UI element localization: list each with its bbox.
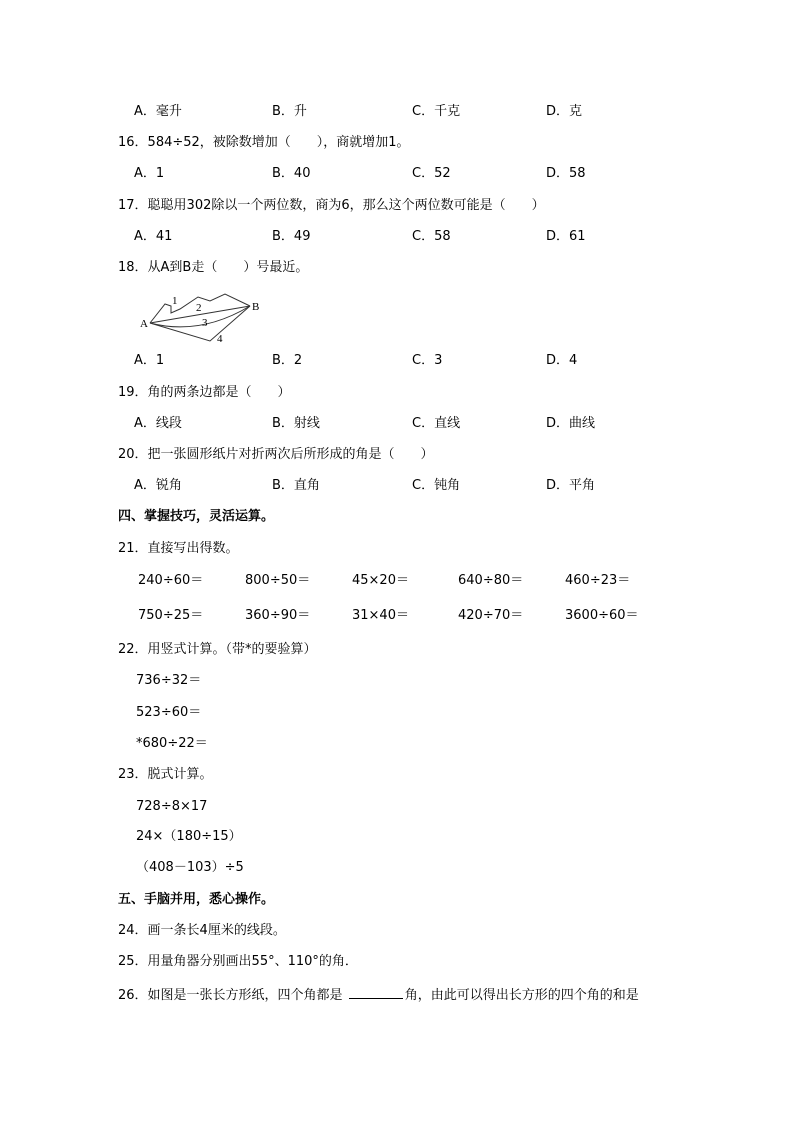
q19-option-b: B．射线 [272,416,320,431]
q19-option-c: C．直线 [412,416,461,431]
q23-item: 728÷8×17 [136,799,208,814]
q18-option-d: D．4 [546,353,578,368]
calc: 31×40＝ [352,608,409,623]
calc: 800÷50＝ [245,573,311,588]
q18-option-c: C．3 [412,353,443,368]
q24-text: 24．画一条长4厘米的线段。 [118,923,286,938]
q26-before: 26．如图是一张长方形纸，四个角都是 [118,988,343,1003]
q16-text: 16．584÷52，被除数增加（ ），商就增加1。 [118,135,410,150]
q17-option-d: D．61 [546,229,586,244]
q20-option-c: C．钝角 [412,478,461,493]
section-4-heading: 四、掌握技巧，灵活运算。 [118,509,275,524]
q16-option-b: B．40 [272,166,311,181]
label-b: B [252,301,260,313]
label-4: 4 [217,333,223,345]
q18-text: 18．从A到B走（ ）号最近。 [118,260,309,275]
q18-option-a: A．1 [134,353,165,368]
q22-item: 736÷32＝ [136,673,202,688]
q22-item: 523÷60＝ [136,705,202,720]
q15-option-a: A．毫升 [134,104,182,119]
calc: 640÷80＝ [458,573,524,588]
section-5-heading: 五、手脑并用，悉心操作。 [118,892,275,907]
q23-text: 23．脱式计算。 [118,767,213,782]
label-1: 1 [172,295,178,307]
paths-figure [130,280,270,350]
calc: 750÷25＝ [138,608,204,623]
q19-option-d: D．曲线 [546,416,596,431]
q17-option-b: B．49 [272,229,311,244]
q20-option-a: A．锐角 [134,478,182,493]
q20-text: 20．把一张圆形纸片对折两次后所形成的角是（ ） [118,447,434,462]
q23-item: 24×（180÷15） [136,829,242,844]
q17-option-a: A．41 [134,229,173,244]
q17-option-c: C．58 [412,229,451,244]
answer-blank[interactable] [349,986,403,999]
q19-option-a: A．线段 [134,416,182,431]
q21-text: 21．直接写出得数。 [118,541,239,556]
q19-text: 19．角的两条边都是（ ） [118,385,291,400]
q15-option-b: B．升 [272,104,307,119]
q15-option-c: C．千克 [412,104,461,119]
calc: 45×20＝ [352,573,409,588]
calc: 360÷90＝ [245,608,311,623]
calc: 420÷70＝ [458,608,524,623]
calc: 460÷23＝ [565,573,631,588]
q23-item: （408－103）÷5 [136,860,244,875]
q20-option-d: D．平角 [546,478,596,493]
q26-text [118,986,639,1004]
q18-option-b: B．2 [272,353,303,368]
q16-option-c: C．52 [412,166,451,181]
label-3: 3 [202,317,208,329]
label-a: A [140,318,148,330]
q22-text: 22．用竖式计算。（带*的要验算） [118,642,317,657]
q17-text: 17．聪聪用302除以一个两位数，商为6，那么这个两位数可能是（ ） [118,198,545,213]
label-2: 2 [196,302,202,314]
q20-option-b: B．直角 [272,478,320,493]
q25-text: 25．用量角器分别画出55°、110°的角． [118,954,358,969]
q26-after: 角，由此可以得出长方形的四个角的和是 [404,988,639,1003]
q22-item: *680÷22＝ [136,736,208,751]
q15-option-d: D．克 [546,104,583,119]
q16-option-a: A．1 [134,166,165,181]
calc: 240÷60＝ [138,573,204,588]
calc: 3600÷60＝ [565,608,639,623]
q16-option-d: D．58 [546,166,586,181]
